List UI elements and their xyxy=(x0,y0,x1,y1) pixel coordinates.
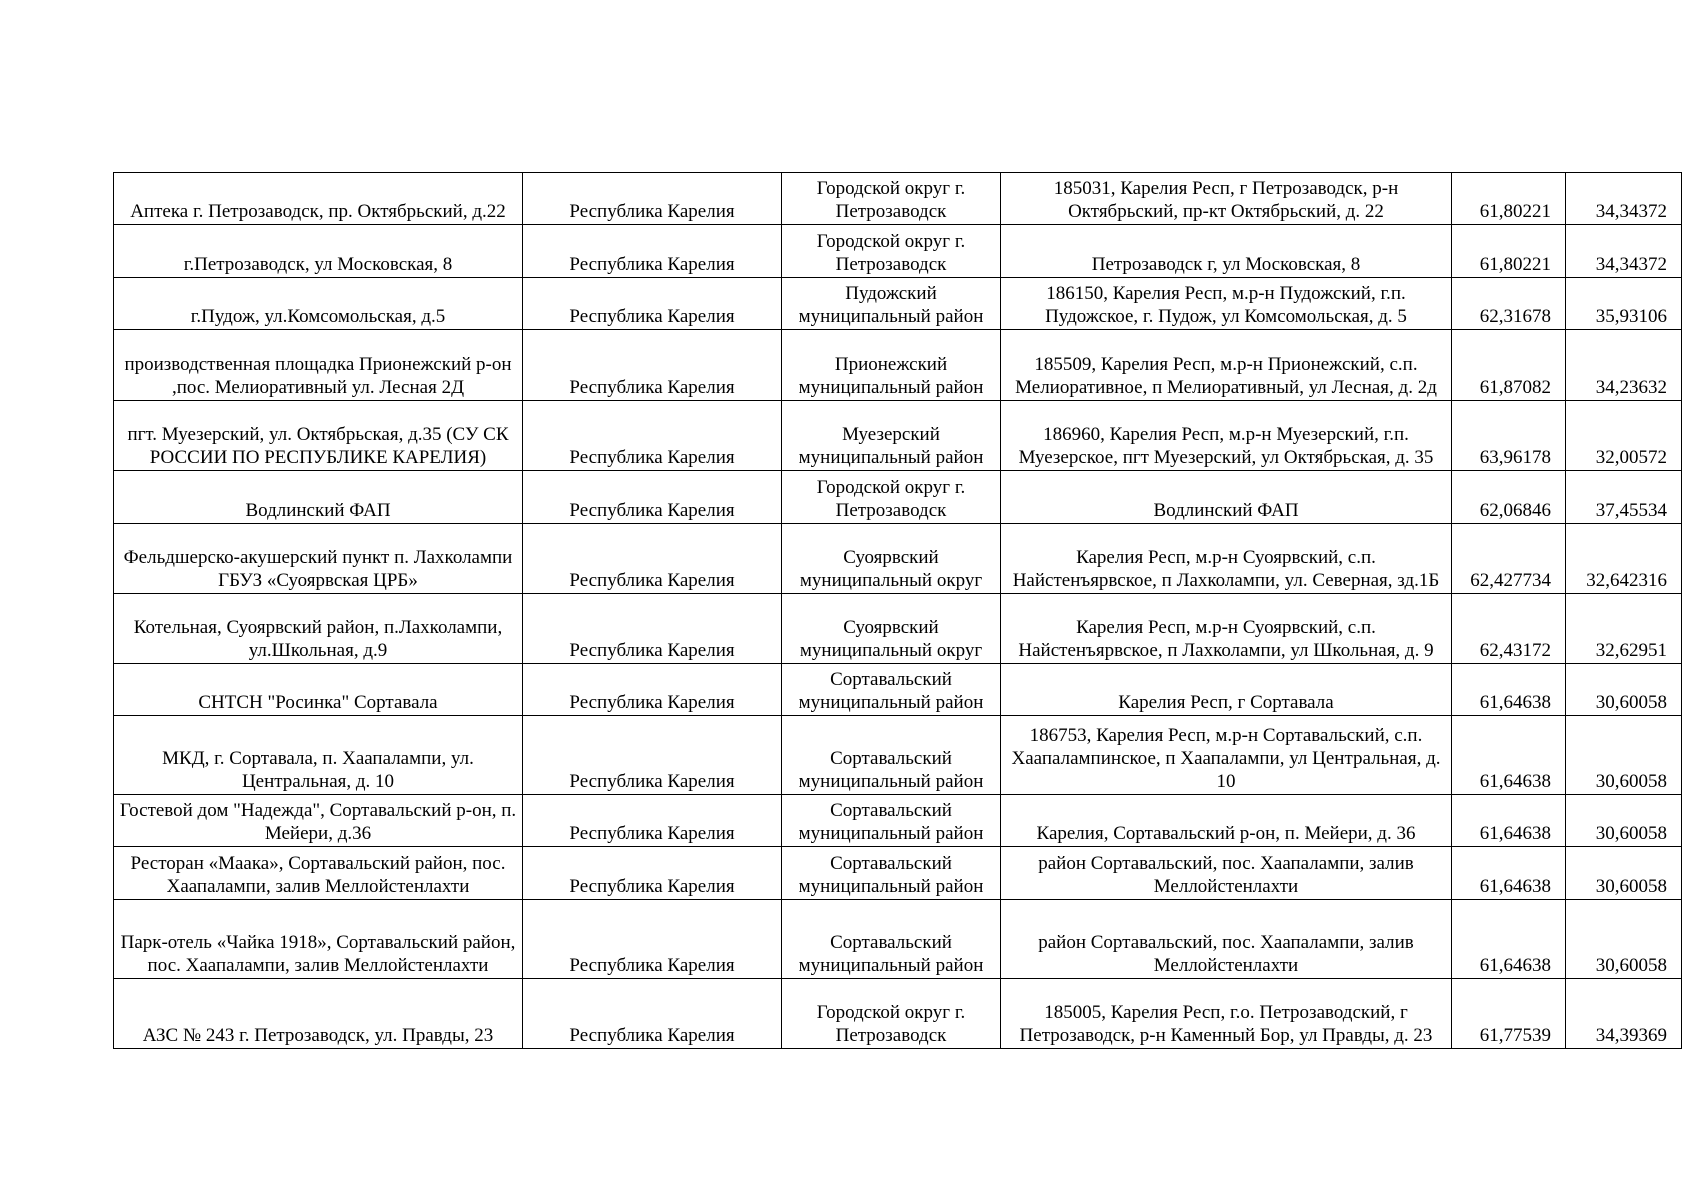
cell-address: 185031, Карелия Респ, г Петрозаводск, р-н Октябрьский, пр-кт Октябрьский, д. 22 xyxy=(1001,173,1452,225)
cell-longitude: 34,34372 xyxy=(1566,225,1682,278)
table-row xyxy=(114,401,1682,471)
cell-region: Республика Карелия xyxy=(523,795,782,847)
cell-latitude: 61,64638 xyxy=(1452,795,1566,847)
cell-object-name: производственная площадка Прионежский р-он ,пос. Мелиоративный ул. Лесная 2Д xyxy=(114,330,523,401)
cell-latitude: 61,87082 xyxy=(1452,330,1566,401)
cell-municipality: Пудожский муниципальный район xyxy=(782,278,1001,330)
cell-latitude: 61,64638 xyxy=(1452,716,1566,795)
cell-longitude: 32,642316 xyxy=(1566,524,1682,594)
cell-longitude: 35,93106 xyxy=(1566,278,1682,330)
cell-municipality: Сортавальский муниципальный район xyxy=(782,847,1001,900)
table-row xyxy=(114,225,1682,278)
cell-region: Республика Карелия xyxy=(523,471,782,524)
cell-address: Карелия, Сортавальский р-он, п. Мейери, д. 36 xyxy=(1001,795,1452,847)
cell-region: Республика Карелия xyxy=(523,524,782,594)
cell-municipality: Городской округ г. Петрозаводск xyxy=(782,471,1001,524)
cell-address: 186753, Карелия Респ, м.р-н Сортавальский, с.п. Хаапалампинское, п Хаапалампи, ул Центральная, д. 10 xyxy=(1001,716,1452,795)
cell-region: Республика Карелия xyxy=(523,330,782,401)
cell-municipality: Муезерский муниципальный район xyxy=(782,401,1001,471)
cell-longitude: 30,60058 xyxy=(1566,716,1682,795)
cell-object-name: Фельдшерско-акушерский пункт п. Лахколампи ГБУЗ «Суоярвская ЦРБ» xyxy=(114,524,523,594)
table-row xyxy=(114,979,1682,1049)
cell-latitude: 62,31678 xyxy=(1452,278,1566,330)
cell-region: Республика Карелия xyxy=(523,278,782,330)
cell-object-name: Водлинский ФАП xyxy=(114,471,523,524)
cell-region: Республика Карелия xyxy=(523,716,782,795)
cell-object-name: г.Петрозаводск, ул Московская, 8 xyxy=(114,225,523,278)
cell-latitude: 61,64638 xyxy=(1452,900,1566,979)
cell-address: Петрозаводск г, ул Московская, 8 xyxy=(1001,225,1452,278)
cell-municipality: Сортавальский муниципальный район xyxy=(782,795,1001,847)
cell-municipality: Городской округ г. Петрозаводск xyxy=(782,225,1001,278)
cell-municipality: Сортавальский муниципальный район xyxy=(782,664,1001,716)
cell-object-name: МКД, г. Сортавала, п. Хаапалампи, ул. Центральная, д. 10 xyxy=(114,716,523,795)
table-row xyxy=(114,795,1682,847)
table-row xyxy=(114,330,1682,401)
cell-address: 185005, Карелия Респ, г.о. Петрозаводский, г Петрозаводск, р-н Каменный Бор, ул Правды, д. 23 xyxy=(1001,979,1452,1049)
cell-object-name: Гостевой дом "Надежда", Сортавальский р-он, п. Мейери, д.36 xyxy=(114,795,523,847)
cell-address: 185509, Карелия Респ, м.р-н Прионежский, с.п. Мелиоративное, п Мелиоративный, ул Лесная, д. 2д xyxy=(1001,330,1452,401)
cell-object-name: Котельная, Суоярвский район, п.Лахколампи, ул.Школьная, д.9 xyxy=(114,594,523,664)
cell-municipality: Городской округ г. Петрозаводск xyxy=(782,173,1001,225)
cell-municipality: Прионежский муниципальный район xyxy=(782,330,1001,401)
cell-longitude: 37,45534 xyxy=(1566,471,1682,524)
cell-latitude: 62,06846 xyxy=(1452,471,1566,524)
table-row xyxy=(114,594,1682,664)
cell-municipality: Городской округ г. Петрозаводск xyxy=(782,979,1001,1049)
cell-latitude: 62,427734 xyxy=(1452,524,1566,594)
cell-region: Республика Карелия xyxy=(523,664,782,716)
cell-address: Карелия Респ, м.р-н Суоярвский, с.п. Найстенъярвское, п Лахколампи, ул Школьная, д. 9 xyxy=(1001,594,1452,664)
cell-region: Республика Карелия xyxy=(523,225,782,278)
table-row xyxy=(114,471,1682,524)
table-row xyxy=(114,524,1682,594)
cell-address: район Сортавальский, пос. Хаапалампи, залив Меллойстенлахти xyxy=(1001,847,1452,900)
cell-longitude: 32,00572 xyxy=(1566,401,1682,471)
cell-latitude: 61,64638 xyxy=(1452,664,1566,716)
cell-object-name: пгт. Муезерский, ул. Октябрьская, д.35 (СУ СК РОССИИ ПО РЕСПУБЛИКЕ КАРЕЛИЯ) xyxy=(114,401,523,471)
table-row xyxy=(114,847,1682,900)
cell-longitude: 32,62951 xyxy=(1566,594,1682,664)
table-row xyxy=(114,173,1682,225)
cell-address: 186960, Карелия Респ, м.р-н Муезерский, г.п. Муезерское, пгт Муезерский, ул Октябрьская, д. 35 xyxy=(1001,401,1452,471)
cell-region: Республика Карелия xyxy=(523,847,782,900)
cell-region: Республика Карелия xyxy=(523,900,782,979)
table-row xyxy=(114,278,1682,330)
cell-municipality: Суоярвский муниципальный округ xyxy=(782,524,1001,594)
table-row xyxy=(114,716,1682,795)
cell-object-name: Парк-отель «Чайка 1918», Сортавальский район, пос. Хаапалампи, залив Меллойстенлахти xyxy=(114,900,523,979)
table-row xyxy=(114,900,1682,979)
cell-latitude: 62,43172 xyxy=(1452,594,1566,664)
cell-latitude: 61,80221 xyxy=(1452,173,1566,225)
cell-address: район Сортавальский, пос. Хаапалампи, залив Меллойстенлахти xyxy=(1001,900,1452,979)
cell-address: 186150, Карелия Респ, м.р-н Пудожский, г.п. Пудожское, г. Пудож, ул Комсомольская, д. 5 xyxy=(1001,278,1452,330)
cell-object-name: СНТСН "Росинка" Сортавала xyxy=(114,664,523,716)
cell-longitude: 34,23632 xyxy=(1566,330,1682,401)
cell-region: Республика Карелия xyxy=(523,401,782,471)
table-row xyxy=(114,664,1682,716)
cell-region: Республика Карелия xyxy=(523,594,782,664)
cell-longitude: 30,60058 xyxy=(1566,664,1682,716)
cell-latitude: 61,64638 xyxy=(1452,847,1566,900)
cell-object-name: Аптека г. Петрозаводск, пр. Октябрьский, д.22 xyxy=(114,173,523,225)
cell-address: Карелия Респ, м.р-н Суоярвский, с.п. Найстенъярвское, п Лахколампи, ул. Северная, зд.1Б xyxy=(1001,524,1452,594)
cell-municipality: Суоярвский муниципальный округ xyxy=(782,594,1001,664)
cell-region: Республика Карелия xyxy=(523,979,782,1049)
cell-object-name: Ресторан «Маака», Сортавальский район, пос. Хаапалампи, залив Меллойстенлахти xyxy=(114,847,523,900)
cell-longitude: 34,34372 xyxy=(1566,173,1682,225)
cell-latitude: 61,77539 xyxy=(1452,979,1566,1049)
cell-address: Карелия Респ, г Сортавала xyxy=(1001,664,1452,716)
cell-longitude: 34,39369 xyxy=(1566,979,1682,1049)
cell-municipality: Сортавальский муниципальный район xyxy=(782,900,1001,979)
cell-longitude: 30,60058 xyxy=(1566,847,1682,900)
cell-object-name: г.Пудож, ул.Комсомольская, д.5 xyxy=(114,278,523,330)
cell-region: Республика Карелия xyxy=(523,173,782,225)
cell-latitude: 61,80221 xyxy=(1452,225,1566,278)
cell-longitude: 30,60058 xyxy=(1566,900,1682,979)
cell-longitude: 30,60058 xyxy=(1566,795,1682,847)
facilities-table xyxy=(113,172,1682,1049)
cell-address: Водлинский ФАП xyxy=(1001,471,1452,524)
cell-municipality: Сортавальский муниципальный район xyxy=(782,716,1001,795)
cell-latitude: 63,96178 xyxy=(1452,401,1566,471)
cell-object-name: АЗС № 243 г. Петрозаводск, ул. Правды, 23 xyxy=(114,979,523,1049)
